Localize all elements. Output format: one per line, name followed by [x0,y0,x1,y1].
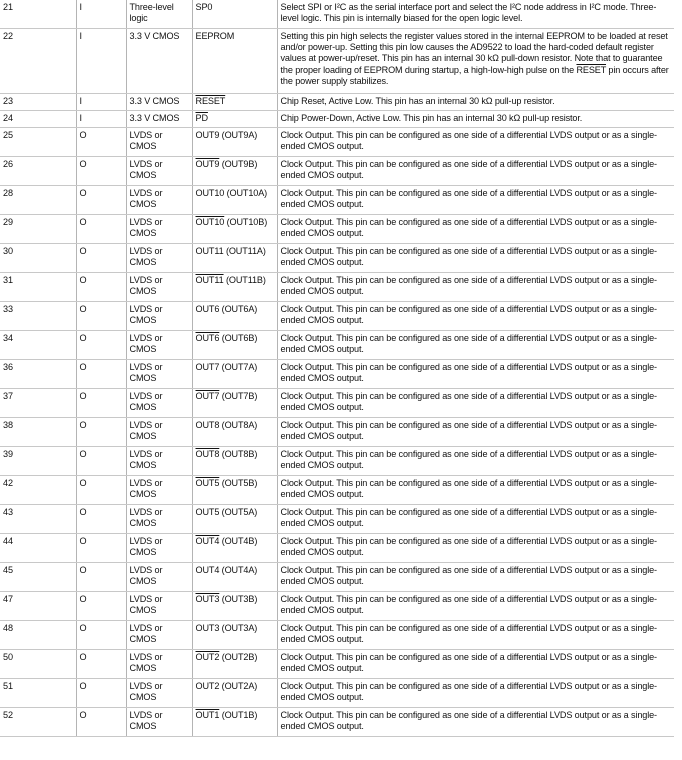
pin-description-cell [277,244,674,273]
mnemonic-overlined: OUT1 [195,710,220,720]
description-text: Clock Output. This pin can be configured as one side of a differential LVDS output or as a single-ended CMOS output. [280,217,657,239]
mnemonic-text: OUT3 (OUT3A) [195,623,258,633]
pin-type-cell: LVDS or CMOS [126,534,192,563]
mnemonic-overlined: OUT5 [195,478,220,488]
table-row [0,111,674,128]
table-row [0,418,674,447]
mnemonic-overlined: OUT8 [195,449,220,459]
pin-type-cell: LVDS or CMOS [126,186,192,215]
mnemonic-suffix: (OUT2B) [219,652,258,662]
pin-io-cell: O [76,418,126,447]
pin-mnemonic-cell [192,447,277,476]
description-text: Clock Output. This pin can be configured as one side of a differential LVDS output or as a single-ended CMOS output. [280,449,657,471]
mnemonic-text: OUT5 (OUT5A) [195,507,258,517]
mnemonic-overlined: OUT9 [195,159,220,169]
pin-number-cell: 45 [0,563,76,592]
description-text: Clock Output. This pin can be configured as one side of a differential LVDS output or as a single-ended CMOS output. [280,507,657,529]
mnemonic-text: OUT10 (OUT10A) [195,188,268,198]
description-text: Clock Output. This pin can be configured as one side of a differential LVDS output or as a single-ended CMOS output. [280,478,657,500]
pin-description-cell [277,302,674,331]
table-row [0,505,674,534]
pin-io-cell: O [76,679,126,708]
pin-number-cell: 22 [0,29,76,94]
pin-io-cell: I [76,111,126,128]
pin-description-cell [277,621,674,650]
pin-mnemonic-cell [192,186,277,215]
pin-io-cell: O [76,302,126,331]
mnemonic-suffix: (OUT1B) [219,710,258,720]
pin-type-cell: LVDS or CMOS [126,563,192,592]
table-row [0,94,674,111]
pin-description-cell [277,418,674,447]
pin-number-cell: 44 [0,534,76,563]
pin-mnemonic-cell [192,592,277,621]
pin-io-cell: O [76,563,126,592]
pin-number-cell: 21 [0,0,76,29]
table-row [0,476,674,505]
description-text: Clock Output. This pin can be configured as one side of a differential LVDS output or as a single-ended CMOS output. [280,304,657,326]
table-row [0,650,674,679]
pin-mnemonic-cell [192,29,277,94]
description-text: Clock Output. This pin can be configured as one side of a differential LVDS output or as a single-ended CMOS output. [280,420,657,442]
pin-io-cell: O [76,157,126,186]
table-row [0,708,674,737]
description-text: Clock Output. This pin can be configured as one side of a differential LVDS output or as a single-ended CMOS output. [280,652,657,674]
pin-type-cell: LVDS or CMOS [126,215,192,244]
pin-type-cell: 3.3 V CMOS [126,94,192,111]
description-text: Select SPI or I²C as the serial interface port and select the I²C node address in I²C mode. Three-level logic. This pin is internally biased for the open logic level. [280,2,657,24]
mnemonic-overlined: OUT6 [195,333,220,343]
table-row [0,592,674,621]
pin-number-cell: 24 [0,111,76,128]
pin-type-cell: LVDS or CMOS [126,302,192,331]
description-text: Clock Output. This pin can be configured as one side of a differential LVDS output or as a single-ended CMOS output. [280,536,657,558]
pin-mnemonic-cell [192,0,277,29]
table-row [0,244,674,273]
mnemonic-text: EEPROM [195,31,235,41]
mnemonic-suffix: (OUT8B) [219,449,258,459]
pin-description-cell [277,389,674,418]
table-row [0,360,674,389]
pin-number-cell: 34 [0,331,76,360]
table-row [0,157,674,186]
pin-description-cell [277,679,674,708]
pin-description-cell [277,534,674,563]
pin-type-cell: LVDS or CMOS [126,157,192,186]
mnemonic-suffix: (OUT11B) [223,275,266,285]
mnemonic-overlined: OUT4 [195,536,220,546]
pin-number-cell: 39 [0,447,76,476]
pin-mnemonic-cell [192,563,277,592]
pin-number-cell: 52 [0,708,76,737]
pin-mnemonic-cell [192,94,277,111]
pin-io-cell: O [76,505,126,534]
mnemonic-text: OUT7 (OUT7A) [195,362,258,372]
mnemonic-suffix: (OUT9B) [219,159,258,169]
mnemonic-text: RESET [195,96,226,106]
pin-mnemonic-cell [192,476,277,505]
pin-number-cell: 30 [0,244,76,273]
pin-number-cell: 29 [0,215,76,244]
pin-io-cell: O [76,186,126,215]
pin-io-cell: I [76,0,126,29]
pin-mnemonic-cell [192,244,277,273]
pin-number-cell: 47 [0,592,76,621]
pin-type-cell: LVDS or CMOS [126,128,192,157]
pin-type-cell: LVDS or CMOS [126,418,192,447]
description-text: Clock Output. This pin can be configured as one side of a differential LVDS output or as a single-ended CMOS output. [280,246,657,268]
pin-description-cell [277,186,674,215]
pin-type-cell: LVDS or CMOS [126,244,192,273]
pin-mnemonic-cell [192,331,277,360]
pin-number-cell: 43 [0,505,76,534]
mnemonic-overlined: OUT7 [195,391,220,401]
pin-mnemonic-cell [192,679,277,708]
pin-type-cell: 3.3 V CMOS [126,111,192,128]
pin-type-cell: LVDS or CMOS [126,331,192,360]
pin-mnemonic-cell [192,360,277,389]
table-row [0,534,674,563]
mnemonic-overlined: OUT10 [195,217,225,227]
pin-number-cell: 36 [0,360,76,389]
mnemonic-suffix: (OUT3B) [219,594,258,604]
pin-type-cell: Three-level logic [126,0,192,29]
pin-io-cell: O [76,476,126,505]
mnemonic-text: SP0 [195,2,213,12]
description-text: Setting this pin high selects the register values stored in the internal EEPROM to be loaded at reset and/or power-up. Setting this pin low causes the AD9522 to load the hard-coded default register values at power-up/reset. This pin has an internal 30 kΩ pull-down resistor. Note that to guarantee the proper loading of EEPROM during startup, a high-low-high pulse on the [280,31,668,75]
table-row [0,331,674,360]
pin-type-cell: 3.3 V CMOS [126,29,192,94]
pin-description-cell [277,505,674,534]
pin-type-cell: LVDS or CMOS [126,505,192,534]
description-text: Clock Output. This pin can be configured as one side of a differential LVDS output or as a single-ended CMOS output. [280,623,657,645]
pin-mnemonic-cell [192,389,277,418]
pin-description-cell [277,563,674,592]
pin-io-cell: O [76,273,126,302]
pin-description-cell [277,476,674,505]
pin-description-cell [277,215,674,244]
description-text: Clock Output. This pin can be configured as one side of a differential LVDS output or as a single-ended CMOS output. [280,159,657,181]
pin-number-cell: 51 [0,679,76,708]
pin-description-cell [277,592,674,621]
pin-io-cell: O [76,534,126,563]
table-row [0,389,674,418]
mnemonic-suffix: (OUT6B) [219,333,258,343]
pin-type-cell: LVDS or CMOS [126,650,192,679]
pin-type-cell: LVDS or CMOS [126,389,192,418]
mnemonic-overlined: OUT2 [195,652,220,662]
mnemonic-text: OUT4 (OUT4A) [195,565,258,575]
pin-mnemonic-cell [192,650,277,679]
table-row [0,621,674,650]
pin-description-cell [277,331,674,360]
pin-io-cell: O [76,447,126,476]
pin-number-cell: 42 [0,476,76,505]
table-row [0,447,674,476]
pin-description-cell [277,708,674,737]
mnemonic-suffix: (OUT4B) [219,536,258,546]
pin-type-cell: LVDS or CMOS [126,679,192,708]
pin-mnemonic-cell [192,128,277,157]
table-row [0,563,674,592]
mnemonic-text: OUT6 (OUT6A) [195,304,258,314]
pin-number-cell: 50 [0,650,76,679]
pin-mnemonic-cell [192,215,277,244]
pin-type-cell: LVDS or CMOS [126,447,192,476]
pin-io-cell: O [76,621,126,650]
pin-number-cell: 38 [0,418,76,447]
pin-number-cell: 28 [0,186,76,215]
description-text: Chip Power-Down, Active Low. This pin has an internal 30 kΩ pull-up resistor. [280,113,583,123]
pin-number-cell: 25 [0,128,76,157]
description-text: Clock Output. This pin can be configured as one side of a differential LVDS output or as a single-ended CMOS output. [280,594,657,616]
pin-description-cell [277,128,674,157]
pin-type-cell: LVDS or CMOS [126,476,192,505]
pin-type-cell: LVDS or CMOS [126,621,192,650]
pin-mnemonic-cell [192,157,277,186]
description-text: Clock Output. This pin can be configured as one side of a differential LVDS output or as a single-ended CMOS output. [280,565,657,587]
table-row [0,302,674,331]
table-row [0,215,674,244]
pin-mnemonic-cell [192,534,277,563]
pin-io-cell: O [76,215,126,244]
mnemonic-text: $\overline{PD}$ [195,113,208,123]
pin-io-cell: O [76,128,126,157]
pin-io-cell: O [76,708,126,737]
pin-io-cell: I [76,29,126,94]
description-text: Chip Reset, Active Low. This pin has an internal 30 kΩ pull-up resistor. [280,96,555,106]
pin-description-cell [277,157,674,186]
pin-description-cell [277,650,674,679]
table-row [0,679,674,708]
table-row [0,29,674,94]
reset-overlined-text: RESET [576,64,607,75]
pin-number-cell: 48 [0,621,76,650]
pin-io-cell: O [76,360,126,389]
table-row [0,273,674,302]
description-text: pin occurs after the power supply stabilizes. [280,64,669,86]
pin-mnemonic-cell [192,505,277,534]
pin-type-cell: LVDS or CMOS [126,708,192,737]
description-text: Clock Output. This pin can be configured as one side of a differential LVDS output or as a single-ended CMOS output. [280,333,657,355]
description-text: Clock Output. This pin can be configured as one side of a differential LVDS output or as a single-ended CMOS output. [280,681,657,703]
pin-mnemonic-cell [192,418,277,447]
pin-mnemonic-cell [192,111,277,128]
pin-description-cell [277,111,674,128]
pin-io-cell: O [76,331,126,360]
description-text: Clock Output. This pin can be configured as one side of a differential LVDS output or as a single-ended CMOS output. [280,275,657,297]
pin-mnemonic-cell [192,708,277,737]
pin-mnemonic-cell [192,621,277,650]
description-text: Clock Output. This pin can be configured as one side of a differential LVDS output or as a single-ended CMOS output. [280,362,657,384]
description-text: Clock Output. This pin can be configured as one side of a differential LVDS output or as a single-ended CMOS output. [280,710,657,732]
pin-number-cell: 31 [0,273,76,302]
description-text: Clock Output. This pin can be configured as one side of a differential LVDS output or as a single-ended CMOS output. [280,188,657,210]
pin-io-cell: O [76,389,126,418]
description-text: Clock Output. This pin can be configured as one side of a differential LVDS output or as a single-ended CMOS output. [280,130,657,152]
pin-io-cell: O [76,592,126,621]
table-row [0,0,674,29]
pin-number-cell: 23 [0,94,76,111]
mnemonic-suffix: (OUT5B) [219,478,258,488]
mnemonic-text: OUT8 (OUT8A) [195,420,258,430]
table-row [0,186,674,215]
pin-number-cell: 37 [0,389,76,418]
pin-description-cell [277,273,674,302]
pin-description-cell [277,94,674,111]
pin-io-cell: O [76,244,126,273]
table-row [0,128,674,157]
mnemonic-overlined: OUT3 [195,594,220,604]
pin-io-cell: I [76,94,126,111]
pin-type-cell: LVDS or CMOS [126,360,192,389]
pin-type-cell: LVDS or CMOS [126,273,192,302]
mnemonic-text: OUT9 (OUT9A) [195,130,258,140]
pin-mnemonic-cell [192,273,277,302]
pin-description-cell [277,0,674,29]
pin-mnemonic-cell [192,302,277,331]
mnemonic-text: OUT2 (OUT2A) [195,681,258,691]
pin-number-cell: 26 [0,157,76,186]
pin-description-cell [277,360,674,389]
mnemonic-suffix: (OUT7B) [219,391,258,401]
mnemonic-overlined: OUT11 [195,275,224,285]
pin-type-cell: LVDS or CMOS [126,592,192,621]
mnemonic-text: OUT11 (OUT11A) [195,246,266,256]
pin-io-cell: O [76,650,126,679]
pin-number-cell: 33 [0,302,76,331]
description-text: Clock Output. This pin can be configured as one side of a differential LVDS output or as a single-ended CMOS output. [280,391,657,413]
mnemonic-suffix: (OUT10B) [224,217,268,227]
pin-description-cell [277,447,674,476]
pin-description-cell [277,29,674,94]
